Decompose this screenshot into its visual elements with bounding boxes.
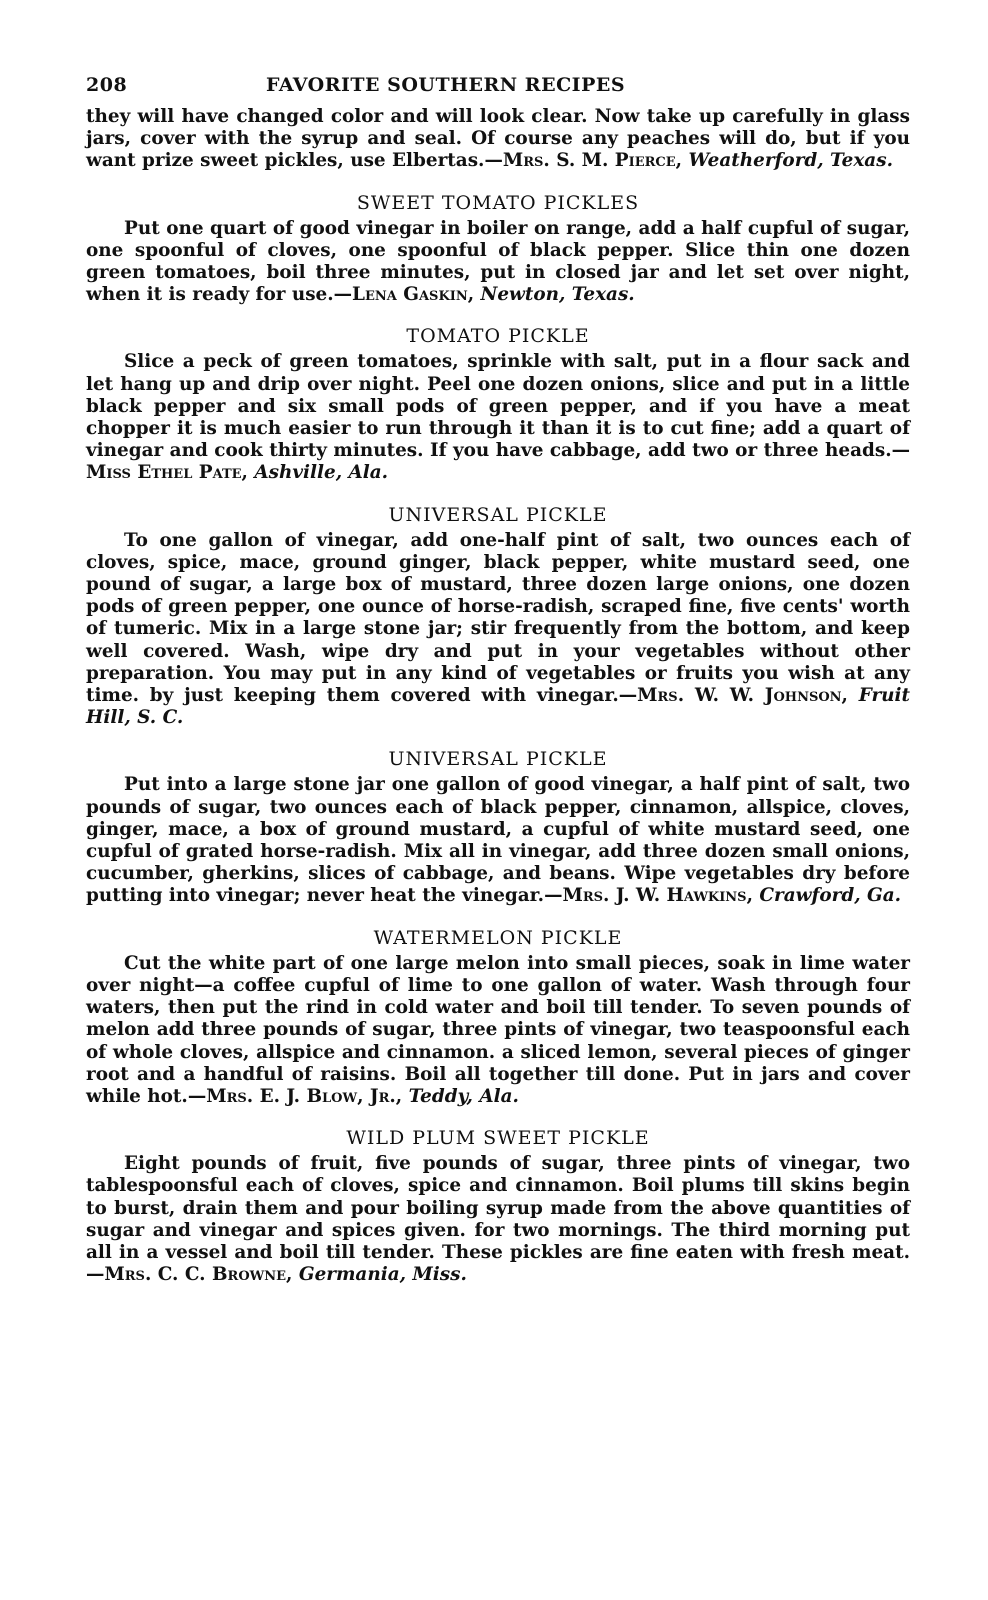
- recipe-text: Put one quart of good vinegar in boiler on range, add a half cupful of sugar, one spoonful of cloves, one spoonful of black pepper. Slice thin one dozen green tomatoes, boil three minutes, put in closed jar and let set over night, when it is ready for use.: [86, 217, 910, 306]
- recipe-body: [86, 351, 910, 484]
- continuation-text: they will have changed color and will look clear. Now take up carefully in glass jars, cover with the syrup and seal. Of course any peaches will do, but if you want prize sweet pickles, use Elbertas.: [86, 106, 910, 172]
- recipe-body: [86, 774, 910, 907]
- recipe-location: Teddy, Ala.: [408, 1085, 519, 1107]
- page-number: 208: [86, 74, 128, 96]
- recipe-text: Slice a peck of green tomatoes, sprinkle with salt, put in a flour sack and let hang up and drip over night. Peel one dozen onions, slice and put in a little black pepper and six small pods of green pepper, and if you have a meat chopper it is much easier to run through it than it is to cut fine; add a quart of vinegar and cook thirty minutes. If you have cabbage, add two or three heads.: [86, 351, 910, 462]
- recipe-title: WATERMELON PICKLE: [373, 926, 623, 949]
- recipe-contributor: —Mrs. E. J. Blow, Jr.,: [187, 1085, 409, 1107]
- recipe-contributor: —Lena Gaskin,: [333, 284, 481, 306]
- recipe-body: [86, 1153, 910, 1286]
- recipe-text: Eight pounds of fruit, five pounds of sugar, three pints of vinegar, two tablespoonsful each of cloves, spice and cinnamon. Boil plums till skins begin to burst, drain them and pour boiling syrup made from the above quantities of sugar and vinegar and spices given. for two mornings. The third morning put all in a vessel and boil till tender. These pickles are fine eaten with fresh meat.: [86, 1153, 910, 1263]
- recipe-title: UNIVERSAL PICKLE: [388, 503, 608, 526]
- recipe-location: Crawford, Ga.: [759, 885, 902, 907]
- recipe-body: [86, 953, 910, 1108]
- recipe-title: SWEET TOMATO PICKLES: [356, 191, 640, 214]
- recipe-body: [86, 218, 910, 307]
- recipe-text: Cut the white part of one large melon into small pieces, soak in lime water over night—a coffee cupful of lime to one gallon of water. Wash through four waters, then put the rind in cold water and boil till tender. To seven pounds of melon add three pounds of sugar, three pints of vinegar, two teaspoonsful each of whole cloves, allspice and cinnamon. a sliced lemon, several pieces of ginger root and a handful of raisins. Boil all together till done. Put in jars and cover while hot.: [86, 952, 910, 1107]
- continuation-paragraph: [86, 106, 910, 173]
- recipe-contributor: —Mrs. W. W. Johnson,: [618, 685, 859, 707]
- recipe-title: UNIVERSAL PICKLE: [388, 748, 608, 771]
- continuation-contributor: —Mrs. S. M. Pierce,: [484, 150, 689, 172]
- recipe-text: To one gallon of vinegar, add one-half pint of salt, two ounces each of cloves, spice, mace, ground ginger, black pepper, white mustard seed, one pound of sugar, a large box of mustard, three dozen large onions, one dozen pods of green pepper, one ounce of horse-radish, scraped fine, five cents' worth of tumeric. Mix in a large stone jar; stir frequently from the bottom, and keep well covered. Wash, wipe dry and put in your vegetables without other preparation. You may put in any kind of vegetables or fruits you wish at any time. by just keeping them covered with vinegar.: [86, 529, 910, 707]
- recipe-contributor: —Mrs. C. C. Browne,: [86, 1264, 299, 1286]
- running-head: FAVORITE SOUTHERN RECIPES: [266, 74, 626, 96]
- recipe-location: Fruit Hill, S. C.: [86, 685, 910, 729]
- recipe-contributor: —Miss Ethel Pate,: [86, 440, 910, 484]
- recipe-location: Newton, Texas.: [480, 284, 635, 306]
- page-header: [86, 74, 910, 96]
- recipe-text: Put into a large stone jar one gallon of good vinegar, a half pint of salt, two pounds of sugar, two ounces each of black pepper, cinnamon, allspice, cloves, ginger, mace, a box of ground mustard, a cupful of white mustard seed, one cupful of grated horse-radish. Mix all in vinegar, add three dozen small onions, cucumber, gherkins, slices of cabbage, and beans. Wipe vegetables dry before putting into vinegar; never heat the vinegar.: [86, 774, 910, 907]
- recipe-body: [86, 530, 910, 730]
- recipe-title: WILD PLUM SWEET PICKLE: [346, 1127, 650, 1150]
- continuation-location: Weatherford, Texas.: [688, 150, 893, 172]
- recipe-location: Germania, Miss.: [298, 1264, 467, 1286]
- recipe-location: Ashville, Ala.: [254, 462, 389, 484]
- recipe-title: TOMATO PICKLE: [406, 325, 590, 348]
- recipe-contributor: —Mrs. J. W. Hawkins,: [544, 885, 760, 907]
